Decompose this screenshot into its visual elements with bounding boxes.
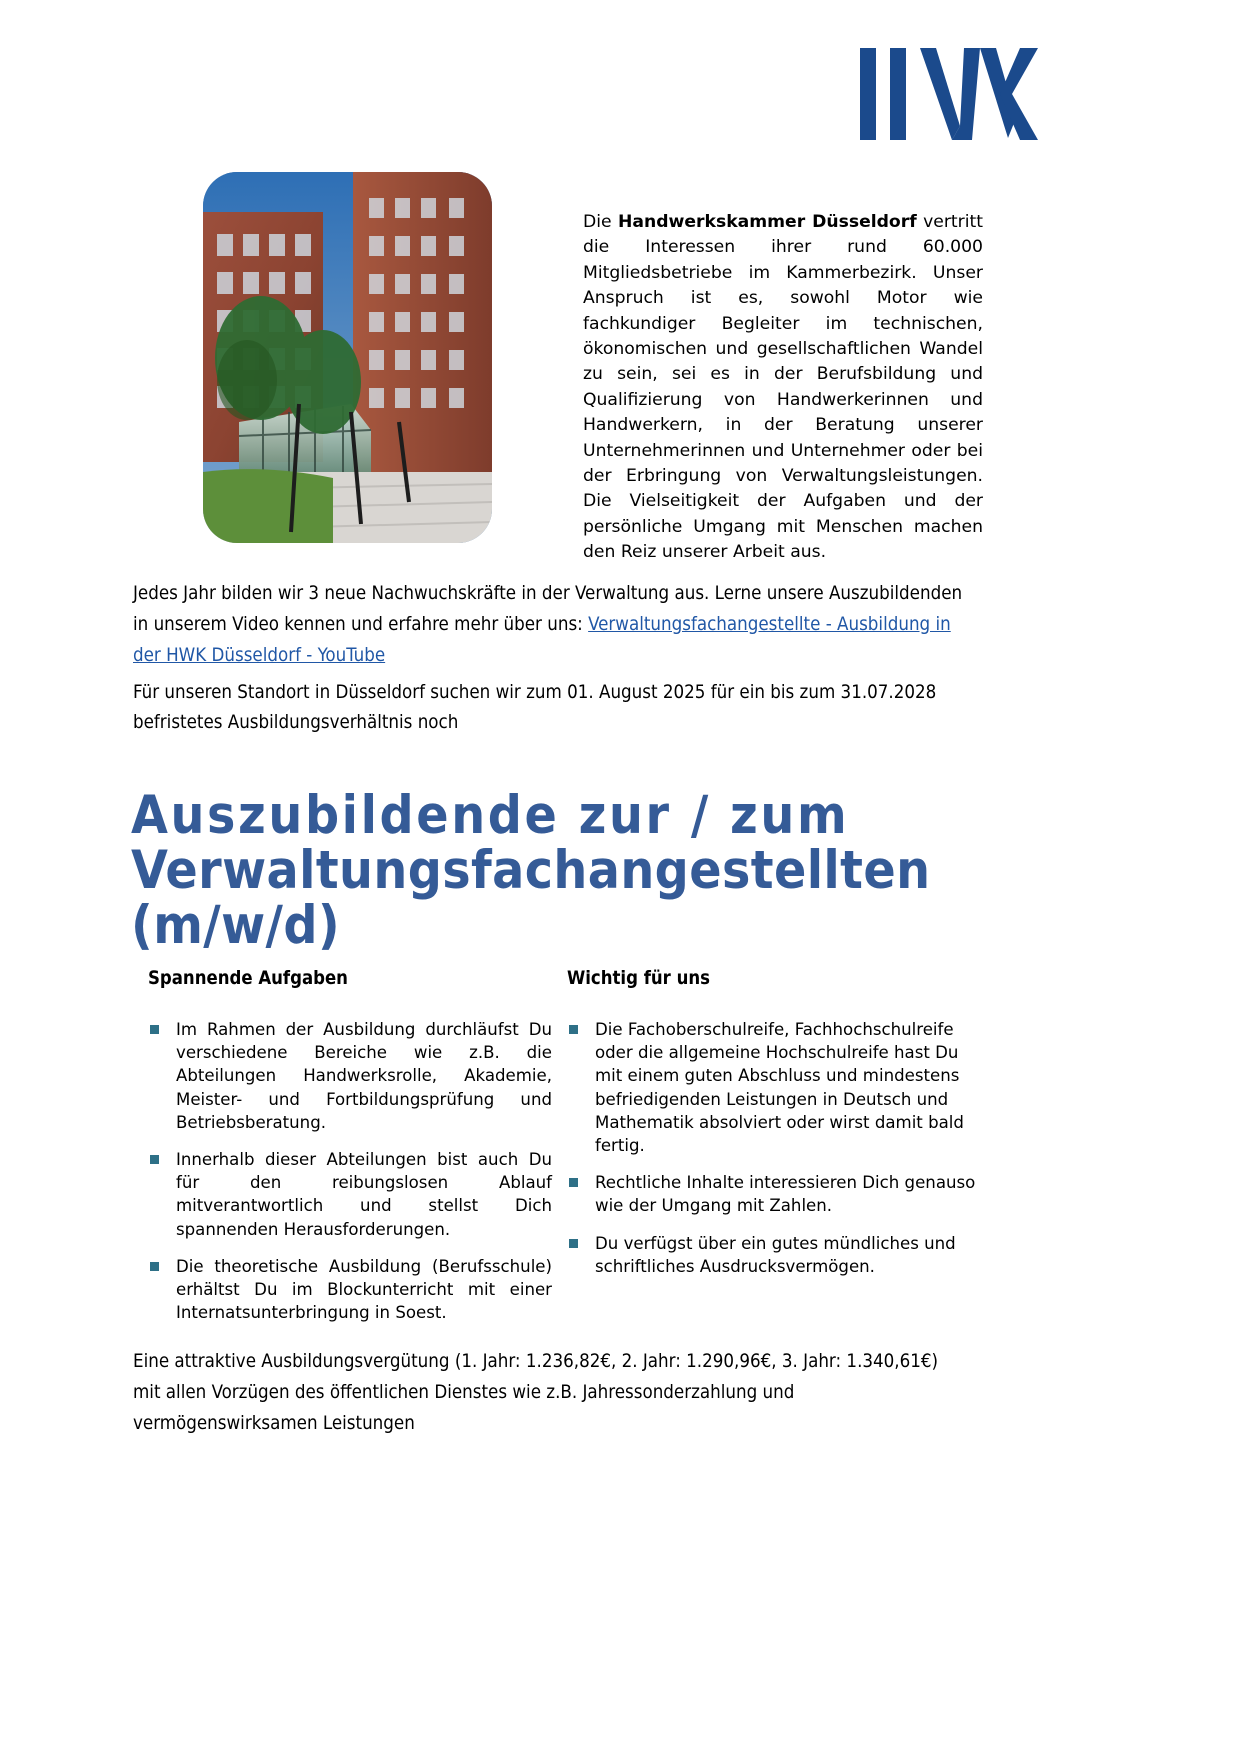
list-item-text: Die Fachoberschulreife, Fachhochschulreife oder die allgemeine Hochschulreife hast Du mit einem guten Abschluss und mindestens befriedigenden Leistungen in Deutsch und Mathematik absolviert oder wirst damit bald fertig. — [595, 1020, 964, 1156]
date-paragraph-line-2: befristetes Ausbildungsverhältnis noch — [133, 712, 459, 733]
requirements-section — [133, 968, 1003, 1323]
video-paragraph — [133, 578, 981, 671]
page-title-line-1: Auszubildende zur / zum — [131, 784, 850, 846]
page-title-line-2: Verwaltungsfachangestellten — [131, 839, 931, 901]
list-item-text: Innerhalb dieser Abteilungen bist auch Du für den reibungslosen Ablauf mitverantwortlich und stellst Dich spannenden Herausforderungen. — [176, 1150, 552, 1239]
list-item — [561, 1232, 981, 1278]
salary-paragraph-line-2: mit allen Vorzügen des öffentlichen Dienstes wie z.B. Jahressonderzahlung und — [133, 1382, 795, 1403]
square-bullet-icon — [150, 1262, 159, 1271]
youtube-link[interactable]: Verwaltungsfachangestellte - Ausbildung in der HWK Düsseldorf - YouTube — [133, 614, 951, 666]
requirements-list — [561, 1018, 981, 1278]
list-item-text: Die theoretische Ausbildung (Berufsschule) erhältst Du im Blockunterricht mit einer Internatsunterbringung in Soest. — [176, 1256, 552, 1323]
list-item-text: Du verfügst über ein gutes mündliches und schriftliches Ausdrucksvermögen. — [595, 1233, 956, 1276]
tasks-list — [142, 1018, 552, 1324]
column-tasks-heading: Spannende Aufgaben — [148, 968, 348, 989]
video-paragraph-text: Jedes Jahr bilden wir 3 neue Nachwuchskräfte in der Verwaltung aus. Lerne unsere Auszubildenden in unserem Video kennen und erfahre mehr über uns: — [133, 583, 963, 635]
intro-body: vertritt die Interessen ihrer rund 60.000 Mitgliedsbetriebe im Kammerbezirk. Unser Anspruch ist es, sowohl Motor wie fachkundiger Begleiter im technischen, ökonomischen und gesellschaftlichen Wandel zu sein, sei es in der Berufsbildung und Qualifizierung von Handwerkerinnen und Handwerkern, in der Beratung unserer Unternehmerinnen und Unternehmer oder bei der Erbringung von Verwaltungsleistungen. Die Vielseitigkeit der Aufgaben und der persönliche Umgang mit Menschen machen den Reiz unserer Arbeit aus. — [583, 212, 983, 563]
square-bullet-icon — [150, 1155, 159, 1164]
building-photo — [203, 172, 492, 543]
page-title-line-3: (m/w/d) — [131, 894, 341, 956]
list-item — [142, 1018, 552, 1134]
column-tasks — [142, 968, 552, 1338]
date-paragraph — [133, 678, 981, 738]
list-item-text: Rechtliche Inhalte interessieren Dich genauso wie der Umgang mit Zahlen. — [595, 1173, 976, 1216]
square-bullet-icon — [150, 1025, 159, 1034]
page-title — [131, 784, 1031, 956]
salary-paragraph-line-1: Eine attraktive Ausbildungsvergütung (1. Jahr: 1.236,82€, 2. Jahr: 1.290,96€, 3. Jahr: 1.340,61€) — [133, 1351, 939, 1372]
column-requirements — [561, 968, 981, 1292]
intro-lead: Die — [583, 212, 618, 232]
square-bullet-icon — [569, 1239, 578, 1248]
list-item — [142, 1148, 552, 1241]
org-name: Handwerkskammer Düsseldorf — [618, 212, 917, 232]
list-item — [561, 1018, 981, 1157]
list-item — [561, 1171, 981, 1217]
square-bullet-icon — [569, 1178, 578, 1187]
column-requirements-heading: Wichtig für uns — [567, 968, 710, 989]
date-paragraph-line-1: Für unseren Standort in Düsseldorf suchen wir zum 01. August 2025 für ein bis zum 31.07.2028 — [133, 682, 937, 703]
hwk-logo — [860, 48, 1060, 140]
salary-paragraph-line-3: vermögenswirksamen Leistungen — [133, 1413, 415, 1434]
list-item — [142, 1255, 552, 1325]
square-bullet-icon — [569, 1025, 578, 1034]
salary-paragraph — [133, 1346, 1003, 1439]
intro-paragraph — [583, 210, 983, 566]
list-item-text: Im Rahmen der Ausbildung durchläufst Du verschiedene Bereiche wie z.B. die Abteilungen Handwerksrolle, Akademie, Meister- und Fortbildungsprüfung und Betriebsberatung. — [176, 1020, 552, 1132]
